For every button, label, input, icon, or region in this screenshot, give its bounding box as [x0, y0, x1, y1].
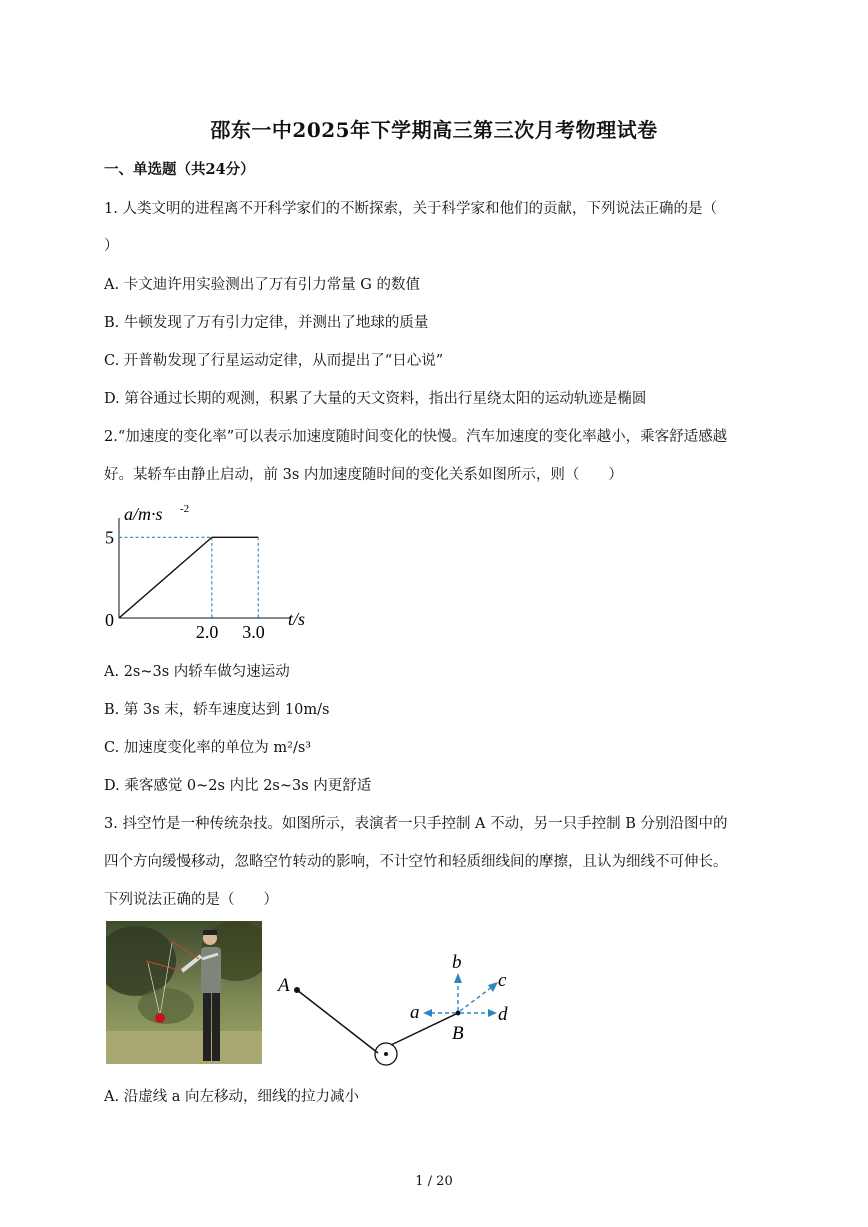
q2-option-b: B. 第 3s 末，轿车速度达到 10m/s: [104, 702, 330, 718]
q2-option-d: D. 乘客感觉 0~2s 内比 2s~3s 内更舒适: [104, 778, 372, 794]
label-dir-d: d: [498, 1004, 508, 1025]
arrow-c-line: [460, 987, 492, 1011]
label-point-b: B: [452, 1023, 464, 1044]
page-number: 1 / 20: [415, 1174, 453, 1189]
q1-option-d: D. 第谷通过长期的观测，积累了大量的天文资料，指出行星绕太阳的运动轨迹是椭圆: [104, 391, 647, 407]
q1-option-b: B. 牛顿发现了万有引力定律，并测出了地球的质量: [104, 315, 429, 331]
left-string: [297, 990, 378, 1053]
diabolo-performer-photo: [106, 921, 262, 1064]
q1-stem-line2: ）: [104, 238, 119, 254]
q3-option-a: A. 沿虚线 a 向左移动，细线的拉力减小: [104, 1089, 360, 1105]
q2-option-a: A. 2s~3s 内轿车做匀速运动: [104, 664, 290, 680]
y-axis-label: a/m·s: [124, 504, 163, 524]
label-dir-b: b: [452, 952, 462, 973]
q2-option-c: C. 加速度变化率的单位为 m²/s³: [104, 740, 312, 756]
q1-option-c: C. 开普勒发现了行星运动定律，从而提出了“日心说”: [104, 353, 444, 369]
arrow-a-head: [423, 1009, 432, 1017]
right-string: [391, 1013, 458, 1045]
q1-stem-line1: 1. 人类文明的进程离不开科学家们的不断探索，关于科学家和他们的贡献，下列说法正确的是（: [104, 201, 717, 217]
arrow-d-head: [488, 1009, 497, 1017]
arrow-b-head: [454, 973, 462, 983]
page-title: 邵东一中2025年下学期高三第三次月考物理试卷: [210, 118, 658, 142]
diabolo-string-diagram: [270, 945, 530, 1070]
section-heading: 一、单选题（共24分）: [104, 161, 255, 178]
diabolo-center-dot: [384, 1052, 388, 1056]
series-segment-0: [119, 537, 212, 618]
label-dir-a: a: [410, 1002, 420, 1023]
q3-stem-line1: 3. 抖空竹是一种传统杂技。如图所示，表演者一只手控制 A 不动，另一只手控制 B 分别沿图中的: [104, 816, 728, 832]
point-a-dot: [294, 987, 300, 993]
y-tick-label-0: 5: [105, 527, 114, 548]
q3-stem-line2: 四个方向缓慢移动，忽略空竹转动的影响，不计空竹和轻质细线间的摩擦，且认为细线不可伸长。: [104, 854, 728, 870]
acceleration-time-chart: [100, 498, 320, 646]
x-axis-label: t/s: [288, 609, 306, 629]
q2-stem-line2: 好。某轿车由静止启动，前 3s 内加速度随时间的变化关系如图所示，则（ ）: [104, 467, 623, 483]
origin-label: 0: [105, 610, 114, 630]
arrow-c-head: [488, 982, 498, 992]
x-tick-label-0: 2.0: [195, 622, 219, 642]
label-dir-c: c: [498, 970, 507, 991]
q2-stem-line1: 2.“加速度的变化率”可以表示加速度随时间变化的快慢。汽车加速度的变化率越小，乘客舒适感越: [104, 429, 728, 445]
x-tick-label-1: 3.0: [242, 622, 265, 642]
point-b-dot: [456, 1011, 461, 1016]
q1-option-a: A. 卡文迪许用实验测出了万有引力常量 G 的数值: [104, 277, 420, 293]
q3-stem-line3: 下列说法正确的是（ ）: [104, 892, 278, 908]
y-axis-label-exponent: -2: [180, 503, 190, 515]
label-point-a: A: [278, 975, 290, 996]
